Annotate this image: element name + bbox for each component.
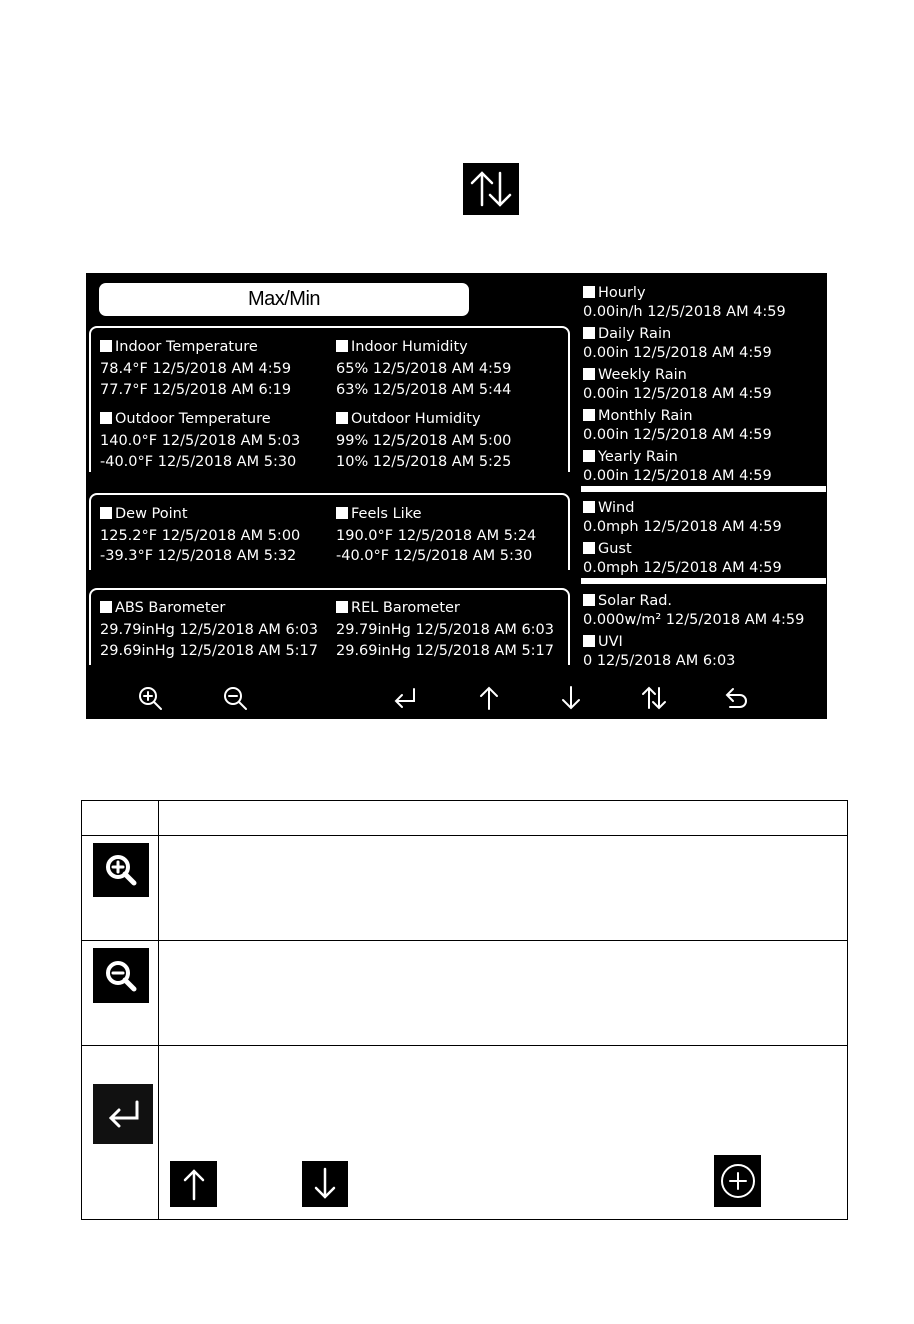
checkbox[interactable]: [583, 501, 595, 513]
rel-barometer-max: 29.79inHg 12/5/2018 AM 6:03: [336, 622, 555, 638]
abs-barometer-min: 29.69inHg 12/5/2018 AM 5:17: [100, 643, 319, 659]
header-cell-icon: [82, 801, 159, 836]
indoor-temperature-label[interactable]: Indoor Temperature: [100, 338, 258, 356]
header-cell-description: [159, 801, 848, 836]
rel-barometer-min: 29.69inHg 12/5/2018 AM 5:17: [336, 643, 555, 659]
arrow-down-icon[interactable]: [556, 683, 586, 713]
arrow-up-icon[interactable]: [474, 683, 504, 713]
enter-description: [159, 1046, 848, 1220]
checkbox[interactable]: [583, 542, 595, 554]
indoor-temperature-min: 77.7°F 12/5/2018 AM 6:19: [100, 382, 292, 398]
hourly-value: 0.00in/h 12/5/2018 AM 4:59: [583, 304, 786, 320]
weekly-rain-label[interactable]: Weekly Rain: [583, 366, 687, 384]
solar-rad-label[interactable]: Solar Rad.: [583, 592, 672, 610]
zoom-in-icon[interactable]: [135, 683, 165, 713]
checkbox[interactable]: [100, 601, 112, 613]
outdoor-humidity-max: 99% 12/5/2018 AM 5:00: [336, 433, 512, 449]
checkbox[interactable]: [100, 412, 112, 424]
indoor-temperature-max: 78.4°F 12/5/2018 AM 4:59: [100, 361, 292, 377]
wind-label[interactable]: Wind: [583, 499, 634, 517]
wind-value: 0.0mph 12/5/2018 AM 4:59: [583, 519, 782, 535]
checkbox[interactable]: [336, 412, 348, 424]
gust-label[interactable]: Gust: [583, 540, 632, 558]
outdoor-humidity-label[interactable]: Outdoor Humidity: [336, 410, 481, 428]
up-down-icon[interactable]: [639, 683, 669, 713]
checkbox[interactable]: [583, 368, 595, 380]
weekly-rain-value: 0.00in 12/5/2018 AM 4:59: [583, 386, 772, 402]
checkbox[interactable]: [336, 507, 348, 519]
monthly-rain-value: 0.00in 12/5/2018 AM 4:59: [583, 427, 772, 443]
plus-circle-icon: [714, 1155, 761, 1207]
checkbox[interactable]: [583, 635, 595, 647]
feels-like-label[interactable]: Feels Like: [336, 505, 422, 523]
enter-icon: [93, 1084, 153, 1144]
arrow-down-icon: [302, 1161, 348, 1207]
enter-icon[interactable]: [390, 683, 420, 713]
rel-barometer-label[interactable]: REL Barometer: [336, 599, 460, 617]
table-header-row: [82, 801, 848, 836]
table-row: [82, 1046, 848, 1220]
screen-title: Max/Min: [99, 283, 469, 316]
divider: [581, 486, 826, 492]
monthly-rain-label[interactable]: Monthly Rain: [583, 407, 693, 425]
zoom-in-icon: [93, 843, 149, 897]
dew-point-label[interactable]: Dew Point: [100, 505, 188, 523]
zoom-in-description: [159, 836, 848, 941]
outdoor-humidity-min: 10% 12/5/2018 AM 5:25: [336, 454, 512, 470]
outdoor-temperature-min: -40.0°F 12/5/2018 AM 5:30: [100, 454, 297, 470]
device-screen: [86, 273, 827, 719]
daily-rain-label[interactable]: Daily Rain: [583, 325, 671, 343]
indoor-humidity-max: 65% 12/5/2018 AM 4:59: [336, 361, 512, 377]
checkbox[interactable]: [336, 340, 348, 352]
yearly-rain-value: 0.00in 12/5/2018 AM 4:59: [583, 468, 772, 484]
abs-barometer-label[interactable]: ABS Barometer: [100, 599, 225, 617]
checkbox[interactable]: [336, 601, 348, 613]
zoom-out-icon: [93, 948, 149, 1003]
outdoor-temperature-label[interactable]: Outdoor Temperature: [100, 410, 271, 428]
dew-point-max: 125.2°F 12/5/2018 AM 5:00: [100, 528, 301, 544]
checkbox[interactable]: [100, 340, 112, 352]
table-row: [82, 836, 848, 941]
gust-value: 0.0mph 12/5/2018 AM 4:59: [583, 560, 782, 576]
divider: [581, 578, 826, 584]
feels-like-max: 190.0°F 12/5/2018 AM 5:24: [336, 528, 537, 544]
zoom-out-description: [159, 941, 848, 1046]
uvi-label[interactable]: UVI: [583, 633, 623, 651]
indoor-humidity-min: 63% 12/5/2018 AM 5:44: [336, 382, 512, 398]
feels-like-min: -40.0°F 12/5/2018 AM 5:30: [336, 548, 533, 564]
up-down-icon: [463, 163, 519, 215]
hourly-label[interactable]: Hourly: [583, 284, 646, 302]
checkbox[interactable]: [583, 409, 595, 421]
arrow-up-icon: [170, 1161, 217, 1207]
uvi-value: 0 12/5/2018 AM 6:03: [583, 653, 736, 669]
solar-rad-value: 0.000w/m² 12/5/2018 AM 4:59: [583, 612, 805, 628]
indoor-humidity-label[interactable]: Indoor Humidity: [336, 338, 468, 356]
legend-table: [81, 800, 848, 1220]
table-row: [82, 941, 848, 1046]
checkbox[interactable]: [583, 286, 595, 298]
checkbox[interactable]: [583, 594, 595, 606]
abs-barometer-max: 29.79inHg 12/5/2018 AM 6:03: [100, 622, 319, 638]
back-icon[interactable]: [722, 683, 752, 713]
daily-rain-value: 0.00in 12/5/2018 AM 4:59: [583, 345, 772, 361]
checkbox[interactable]: [100, 507, 112, 519]
zoom-out-icon[interactable]: [220, 683, 250, 713]
yearly-rain-label[interactable]: Yearly Rain: [583, 448, 678, 466]
outdoor-temperature-max: 140.0°F 12/5/2018 AM 5:03: [100, 433, 301, 449]
checkbox[interactable]: [583, 327, 595, 339]
dew-point-min: -39.3°F 12/5/2018 AM 5:32: [100, 548, 297, 564]
checkbox[interactable]: [583, 450, 595, 462]
